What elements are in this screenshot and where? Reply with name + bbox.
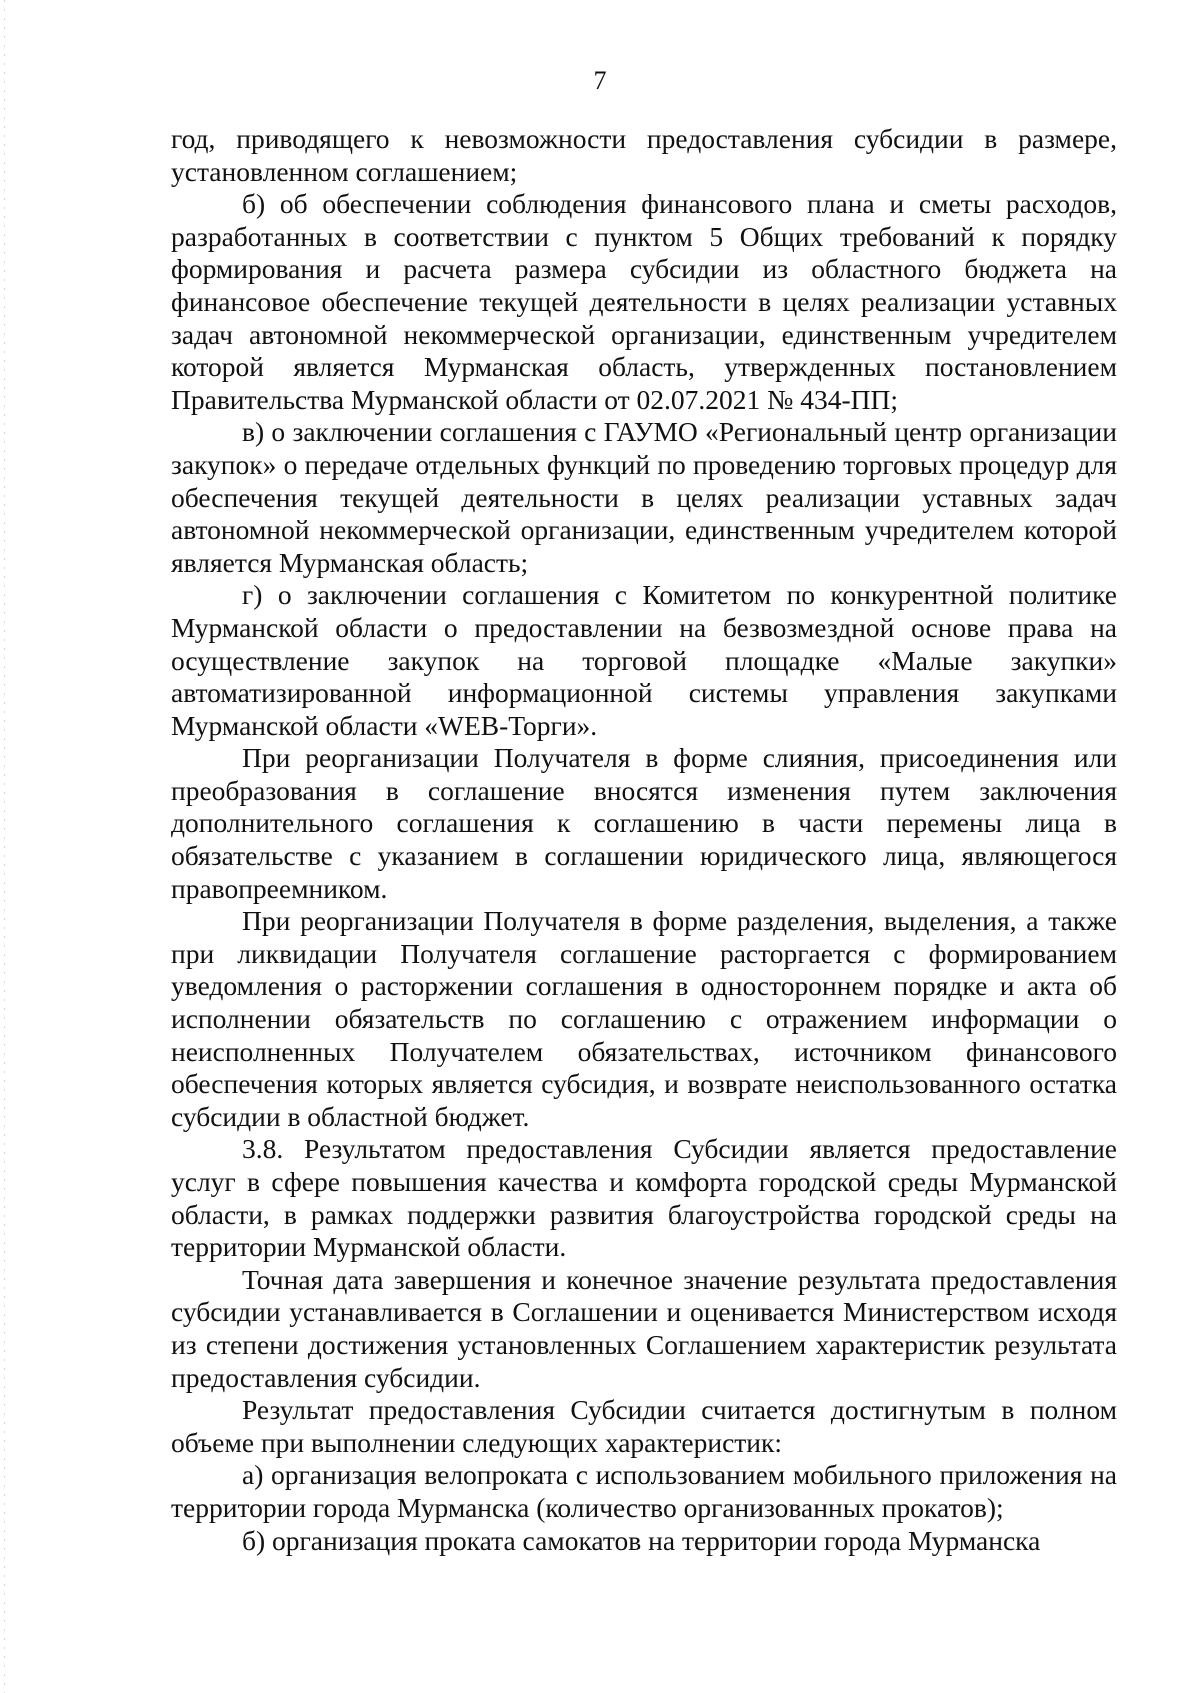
paragraph-characteristic-a: а) организация велопроката с использованием мобильного приложения на территории города Мурманска (количество организованных прокатов); [171, 1459, 1117, 1523]
paragraph-continuation: год, приводящего к невозможности предоставления субсидии в размере, установленном соглашением; [171, 123, 1117, 187]
paragraph-reorganization-merger: При реорганизации Получателя в форме слияния, присоединения или преобразования в соглашение вносятся изменения путем заключения дополнительного соглашения к соглашению в части перемены лица в обязательстве с указанием в соглашении юридического лица, являющегося правопреемником. [171, 742, 1117, 904]
paragraph-item-g-web-torgi: г) о заключении соглашения с Комитетом по конкурентной политике Мурманской области о предоставлении на безвозмездной основе права на осуществление закупок на торговой площадке «Малые закупки» автоматизированной информационной системы управления закупками Мурманской области «WEB-Торги». [171, 579, 1117, 741]
paragraph-reorganization-division: При реорганизации Получателя в форме разделения, выделения, а также при ликвидации Получателя соглашение расторгается с формированием уведомления о расторжении соглашения в одностороннем порядке и акта об исполнении обязательств по соглашению с отражением информации о неисполненных Получателем обязательствах, источником финансового обеспечения которых является субсидия, и возврате неиспользованного остатка субсидии в областной бюджет. [171, 905, 1117, 1132]
scan-edge-artifact [4, 0, 5, 1693]
paragraph-result-date: Точная дата завершения и конечное значение результата предоставления субсидии устанавливается в Соглашении и оценивается Министерством исходя из степени достижения установленных Соглашением характеристик результата предоставления субсидии. [171, 1263, 1117, 1393]
document-body [171, 123, 1117, 1557]
page-number: 7 [593, 66, 607, 95]
paragraph-item-b-financial-plan: б) об обеспечении соблюдения финансового плана и сметы расходов, разработанных в соответствии с пунктом 5 Общих требований к порядку формирования и расчета размера субсидии из областного бюджета на финансовое обеспечение текущей деятельности в целях реализации уставных задач автономной некоммерческой организации, единственным учредителем которой является Мурманская область, утвержденных постановлением Правительства Мурманской области от 02.07.2021 № 434-ПП; [171, 188, 1117, 415]
paragraph-result-achieved: Результат предоставления Субсидии считается достигнутым в полном объеме при выполнении следующих характеристик: [171, 1394, 1117, 1458]
paragraph-3-8-result: 3.8. Результатом предоставления Субсидии является предоставление услуг в сфере повышения качества и комфорта городской среды Мурманской области, в рамках поддержки развития благоустройства городской среды на территории Мурманской области. [171, 1133, 1117, 1263]
paragraph-characteristic-b: б) организация проката самокатов на территории города Мурманска [242, 1524, 1041, 1556]
paragraph-item-v-procurement-center: в) о заключении соглашения с ГАУМО «Региональный центр организации закупок» о передаче отдельных функций по проведению торговых процедур для обеспечения текущей деятельности в целях реализации уставных задач автономной некоммерческой организации, единственным учредителем которой является Мурманская область; [171, 416, 1117, 578]
